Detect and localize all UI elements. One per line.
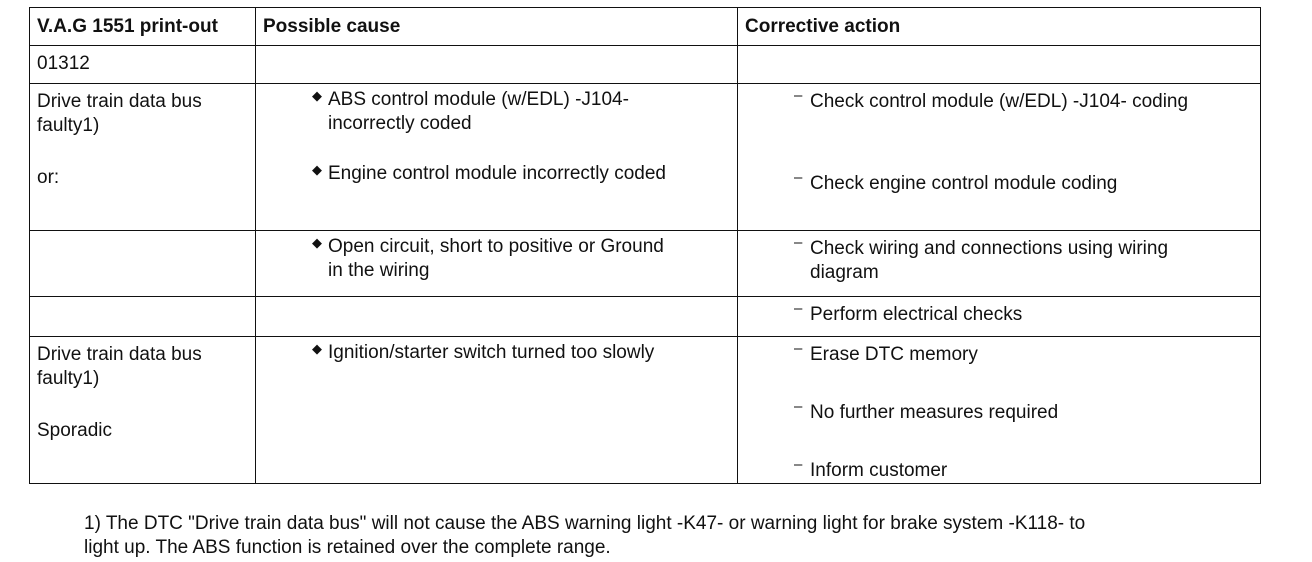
action-line: Erase DTC memory (810, 344, 978, 365)
empty-cell (30, 297, 256, 337)
footnote-line: 1) The DTC "Drive train data bus" will not cause the ABS warning light -K47- or warning light for brake system -K118- to (84, 513, 1086, 534)
header-cause: Possible cause (256, 8, 738, 46)
fault-line: faulty1) (37, 115, 100, 136)
printout-cell (30, 84, 256, 231)
diamond-bullet-icon: ◆ (312, 341, 322, 356)
action-item (738, 453, 1260, 483)
sporadic-label: Sporadic (37, 420, 112, 441)
action-item (738, 395, 1260, 425)
dash-bullet-icon: – (794, 456, 803, 473)
action-line: diagram (810, 262, 879, 283)
cause-line: Open circuit, short to positive or Ground (328, 236, 664, 257)
action-line: Inform customer (810, 460, 948, 481)
action-cell (738, 84, 1261, 231)
empty-cell (256, 46, 738, 84)
action-cell (738, 337, 1261, 484)
fault-line: faulty1) (37, 368, 100, 389)
code-cell (30, 46, 256, 84)
action-line: Check control module (w/EDL) -J104- coding (810, 91, 1189, 112)
fault-description (37, 90, 255, 138)
cause-cell (256, 84, 738, 231)
diamond-bullet-icon: ◆ (312, 162, 322, 177)
cause-cell (256, 337, 738, 484)
cause-item (256, 158, 737, 186)
empty-cell (738, 46, 1261, 84)
dash-bullet-icon: – (794, 87, 803, 104)
dash-bullet-icon: – (794, 398, 803, 415)
diamond-bullet-icon: ◆ (312, 235, 322, 250)
empty-cell (30, 231, 256, 297)
action-line: No further measures required (810, 402, 1059, 423)
action-item (738, 84, 1260, 114)
fault-code: 01312 (37, 53, 90, 74)
dash-bullet-icon: – (794, 234, 803, 251)
action-item (738, 231, 1260, 285)
footnote (84, 512, 1264, 560)
cause-line: incorrectly coded (328, 113, 472, 134)
action-cell (738, 231, 1261, 297)
fault-table (29, 7, 1261, 484)
fault-description (37, 343, 255, 391)
dash-bullet-icon: – (794, 340, 803, 357)
dash-bullet-icon: – (794, 300, 803, 317)
action-line: Perform electrical checks (810, 304, 1023, 325)
printout-cell (30, 337, 256, 484)
table-row (30, 297, 1261, 337)
action-item (738, 337, 1260, 367)
footnote-line: light up. The ABS function is retained over the complete range. (84, 537, 611, 558)
header-row (30, 8, 1261, 46)
action-item (738, 166, 1260, 196)
table-row (30, 231, 1261, 297)
cause-item (256, 337, 737, 365)
cause-line: Ignition/starter switch turned too slowly (328, 342, 655, 363)
cause-line: ABS control module (w/EDL) -J104- (328, 89, 629, 110)
or-label: or: (37, 167, 60, 188)
header-printout: V.A.G 1551 print-out (30, 8, 256, 46)
table-row-code (30, 46, 1261, 84)
empty-cell (256, 297, 738, 337)
cause-line: Engine control module incorrectly coded (328, 163, 666, 184)
diamond-bullet-icon: ◆ (312, 88, 322, 103)
action-item (738, 297, 1260, 327)
dash-bullet-icon: – (794, 169, 803, 186)
action-cell (738, 297, 1261, 337)
table-row (30, 337, 1261, 484)
cause-item (256, 231, 737, 283)
header-action: Corrective action (738, 8, 1261, 46)
cause-cell (256, 231, 738, 297)
cause-line: in the wiring (328, 260, 430, 281)
action-line: Check wiring and connections using wiring (810, 238, 1169, 259)
fault-line: Drive train data bus (37, 91, 202, 112)
table-row (30, 84, 1261, 231)
cause-item (256, 84, 737, 136)
fault-line: Drive train data bus (37, 344, 202, 365)
action-line: Check engine control module coding (810, 173, 1118, 194)
